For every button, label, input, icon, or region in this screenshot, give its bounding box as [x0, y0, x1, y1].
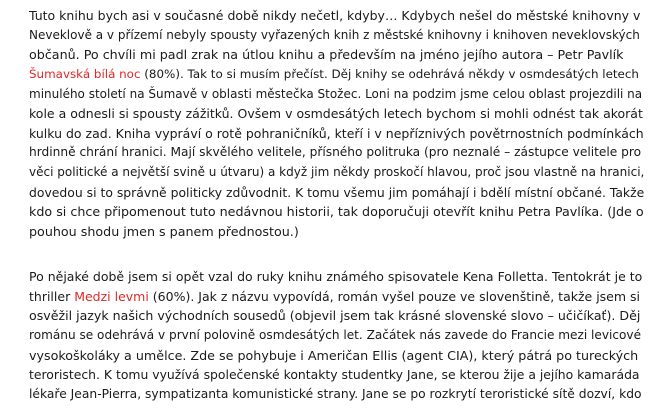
text-line — [29, 65, 644, 85]
text-line: věci politické a největší svině u útvaru) a když jim někdy proskočí hlavou, proč jsou vlastně na hranici, — [29, 165, 645, 180]
text-line: lékaře Jean-Pierra, sympatizanta komunistické strany. Jane se po rozkrytí teroristické sítě dozví, kdo — [29, 386, 642, 401]
text-line: dovedou si to správně politicky zdůvodnit. K tomu všemu jim pomáhají i bdělí místní občané. Takže — [29, 184, 645, 200]
line-suffix: (60%). Jak z názvu vypovídá, román vyšel pouze ve slovenštině, takže jsem si — [148, 288, 641, 304]
text-line: osvěžil jazyk našich východních sousedů (objevil jsem tak krásné slovenské slovo – učičíkať). Děj — [29, 308, 641, 324]
text-line: kole a odnesli si spousty zážitků. Ovšem v osmdesátých letech bychom si mohli odnést tak akorát — [29, 106, 643, 122]
paragraph-medzi-levmi — [29, 267, 644, 404]
text-line: kdo si chce připomenout tuto nedávnou historii, tak doporučuji otevřít knihu Petra Pavlíka. (Jde o — [29, 204, 644, 220]
book-link-sumavska-bila-noc[interactable]: Šumavská bílá noc — [29, 66, 141, 81]
text-line: románu se odehrává v první polovině osmdesátých let. Začátek nás zavede do Francie mezi levicové — [29, 327, 642, 342]
text-line: teroristech. K tomu využívá společenské kontakty studentky Jane, se kterou žije a jejího kamaráda — [29, 367, 640, 383]
text-line: kulku do zad. Kniha vypráví o rotě pohraničníků, kteří i v nepříznivých povětrnostních podmínkách — [29, 125, 644, 141]
text-line: vysokoškoláky a umělce. Zde se pohybuje i Američan Ellis (agent CIA), který pátrá po tureckých — [29, 347, 639, 363]
text-line: Po nějaké době jsem si opět vzal do ruky knihu známého spisovatele Kena Folletta. Tentokrát je to — [29, 269, 643, 284]
line-suffix: (80%). Tak to si musím přečíst. Děj knihy se odehrává někdy v osmdesátých letech — [140, 66, 639, 81]
text-line: Tuto knihu bych asi v současné době nikdy nečetl, kdyby… Kdybych nešel do městské knihovny v — [29, 8, 641, 23]
book-link-medzi-levmi[interactable]: Medzi levmi — [74, 288, 149, 304]
text-line: Neveklově a v přízemí nebyly spousty vyřazených knih z městské knihovny i knihoven neveklovských — [29, 27, 640, 42]
text-line: hrdinně chrání hranici. Mají skvělého velitele, přísného politruka (pro neznalé – zástupce velitele pro — [29, 145, 642, 160]
line-prefix: thriller — [29, 288, 75, 304]
paragraph-sumavska-bila-noc — [29, 6, 644, 242]
text-line: pouhou shodu jmen s panem přednostou.) — [29, 224, 299, 240]
text-line: minulého století na Šumavě v oblasti městečka Stožec. Loni na podzim jsme celou oblast projezdili na — [29, 86, 643, 101]
text-line: občanů. Po chvíli mi padl zrak na útlou knihu a především na jméno jejího autora – Petr Pavlík — [29, 47, 624, 63]
text-line — [29, 287, 644, 307]
